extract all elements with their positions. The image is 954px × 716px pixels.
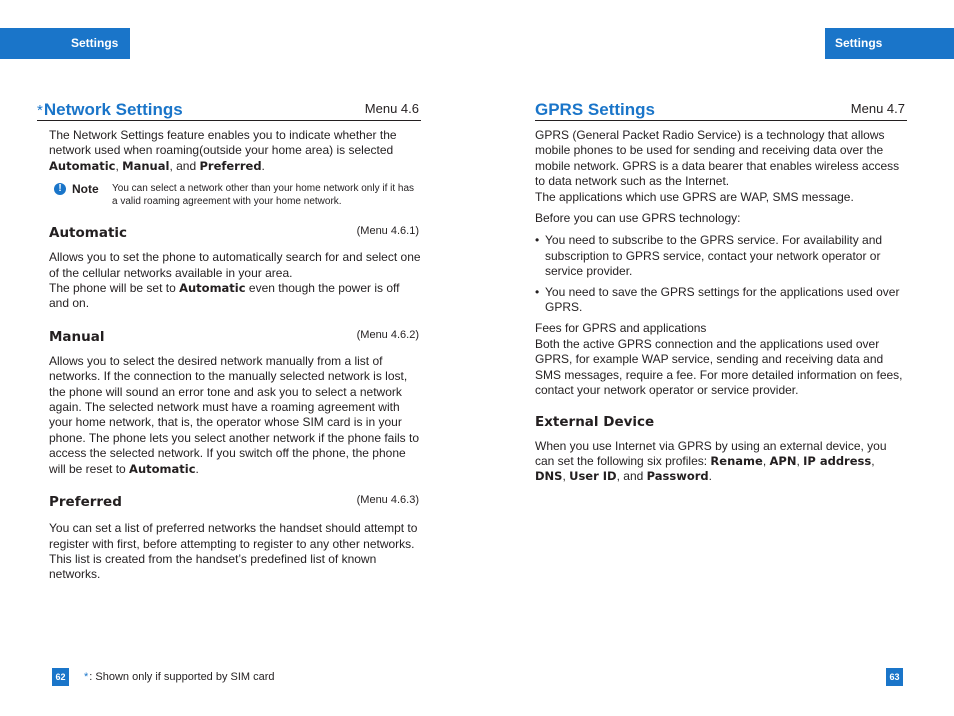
gprs-paragraph: Before you can use GPRS technology: [535, 211, 741, 226]
intro-period: . [261, 158, 265, 173]
menu-ref: Menu 4.6 [364, 101, 419, 116]
bullet-item: • You need to save the GPRS settings for the applications used over GPRS. [535, 285, 907, 316]
profile-apn: APN [769, 453, 797, 468]
intro-bold-manual: Manual [122, 158, 170, 173]
note-text: You can select a network other than your home network only if it has a valid roaming agreement with your home network. [112, 183, 415, 208]
automatic-header [49, 225, 421, 243]
gprs-paragraph: Both the active GPRS connection and the applications used over GPRS, for example WAP service, sending and receiving data and SMS messages, require a fee. For more detailed information on fees, contact your network operator or service provider. [535, 336, 903, 398]
intro-text: The Network Settings feature enables you to indicate whether the network used when roaming(outside your home area) is selected [49, 128, 397, 158]
preferred-menu-ref: (Menu 4.6.3) [356, 494, 419, 507]
separator: , [871, 453, 875, 468]
automatic-text: The phone will be set to [49, 281, 180, 296]
manual-paragraph [49, 354, 421, 477]
intro-paragraph [49, 128, 421, 174]
footnote [84, 671, 275, 683]
section-title [37, 100, 183, 121]
gprs-paragraph: Fees for GPRS and applications [535, 321, 707, 336]
automatic-paragraph: Allows you to set the phone to automatically search for and select one of the cellular networks available in your area. [49, 250, 421, 280]
external-device-paragraph [535, 439, 907, 485]
intro-bold-automatic: Automatic [49, 158, 116, 173]
preferred-header [49, 494, 421, 512]
preferred-title: Preferred [49, 494, 122, 511]
preferred-paragraph: You can set a list of preferred networks the handset should attempt to register with first, before attempting to register to any other networks. This list is created from the handset’s predefined list of known networks. [49, 521, 418, 582]
external-device-title: External Device [535, 413, 655, 430]
separator: , [796, 453, 804, 468]
intro-bold-preferred: Preferred [199, 158, 262, 173]
gprs-settings-header [535, 96, 907, 121]
manual-bold: Automatic [129, 461, 196, 476]
external-text: When you use Internet via GPRS by using an external device, you can set the following six profiles: [535, 438, 887, 468]
gprs-paragraph: The applications which use GPRS are WAP, SMS message. [535, 189, 854, 204]
section-title: GPRS Settings [535, 100, 655, 119]
separator: , [562, 469, 570, 484]
manual-menu-ref: (Menu 4.6.2) [356, 328, 419, 341]
period: . [708, 469, 712, 484]
automatic-text: even though the power is off and on. [49, 281, 400, 311]
manual-title: Manual [49, 328, 105, 345]
automatic-title: Automatic [49, 225, 128, 242]
automatic-paragraph-2 [49, 281, 421, 312]
header-tab-right: Settings [825, 28, 954, 59]
gprs-paragraph: GPRS (General Packet Radio Service) is a technology that allows mobile phones to be used for sending and receiving data over the mobile network. GPRS is a data bearer that enables wireless access to data network such as the Internet. [535, 128, 900, 189]
intro-separator: , and [169, 158, 200, 173]
section-title-text: Network Settings [43, 100, 183, 119]
left-column [37, 96, 421, 583]
bullet-item: • You need to subscribe to the GPRS service. For availability and subscription to GPRS service, contact your network operator or service provider. [535, 233, 907, 279]
manual-header [49, 329, 421, 347]
automatic-menu-ref: (Menu 4.6.1) [356, 225, 419, 238]
automatic-bold: Automatic [179, 281, 246, 296]
manual-period: . [195, 461, 199, 476]
manual-text: Allows you to select the desired network manually from a list of networks. If the connection to the manually selected network is lost, the phone will sound an error tone and ask you to select a network again. The selected network must have a roaming agreement with your home network, that is, the operator whose SIM card is in your phone. The phone lets you select another network if the phone fails to access the selected network. If you switch off the phone, the phone will be reset to [49, 353, 420, 476]
external-device-header [535, 414, 907, 432]
profile-password: Password [646, 469, 709, 484]
star-icon: * [37, 102, 43, 119]
note-label: Note [72, 182, 99, 197]
note-box [37, 182, 421, 208]
star-icon: * [84, 671, 89, 683]
exclamation-icon: ! [54, 183, 66, 195]
menu-ref: Menu 4.7 [850, 101, 905, 116]
profile-user-id: User ID [569, 469, 617, 484]
separator: , and [616, 469, 647, 484]
profile-dns: DNS [535, 469, 563, 484]
profile-rename: Rename [710, 453, 763, 468]
right-column [535, 96, 907, 485]
header-tab-left: Settings [0, 28, 130, 59]
network-settings-header [37, 96, 421, 121]
footnote-text: : Shown only if supported by SIM card [89, 671, 275, 683]
separator: , [762, 453, 770, 468]
profile-ip-address: IP address [803, 453, 872, 468]
page-number-left: 62 [52, 668, 69, 686]
intro-separator: , [115, 158, 123, 173]
page-number-right: 63 [886, 668, 903, 686]
